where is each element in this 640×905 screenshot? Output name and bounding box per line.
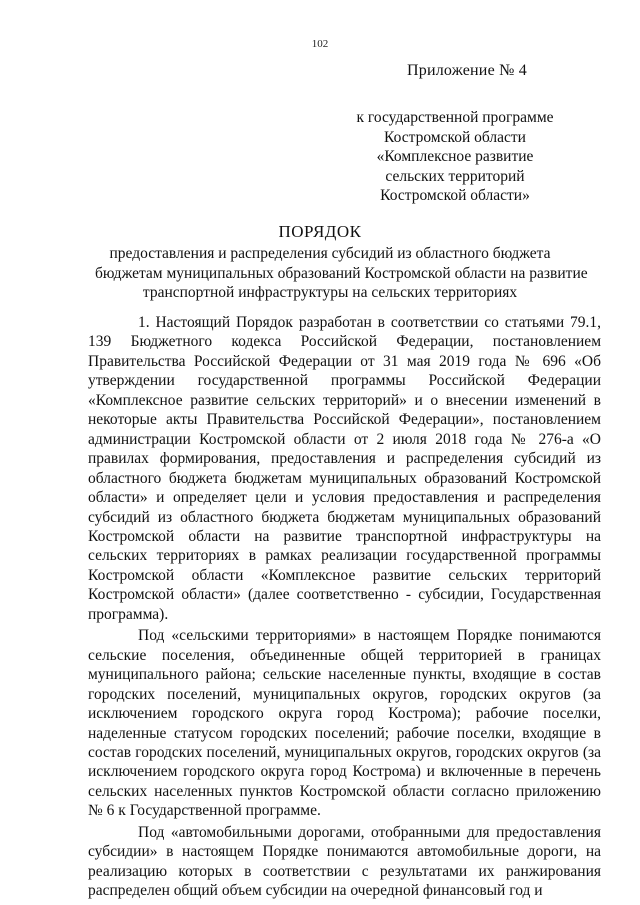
appendix-reference-line: Костромской области xyxy=(384,128,526,146)
appendix-reference-line: сельских территорий xyxy=(385,167,525,185)
appendix-reference-line: «Комплексное развитие xyxy=(376,148,534,165)
document-heading: ПОРЯДОК xyxy=(278,222,362,241)
document-subtitle-line: транспортной инфраструктуры на сельских территориях xyxy=(142,284,518,301)
appendix-reference xyxy=(340,108,570,206)
document-subtitle-line: бюджетам муниципальных образований Костромской области на развитие xyxy=(95,264,588,282)
paragraph-2: Под «сельскими территориями» в настоящем Порядке понимаются сельские поселения, объединенные общей территорией в границах муниципального района; сельские населенные пункты, входящие в состав городских поселений, муниципальных округов, городских округов (за исключением городского округа город Кострома); рабочие поселки, наделенные статусом городских поселений; рабочие поселки, входящие в состав городских поселений, муниципальных округов, городских округов (за исключением городского округа город Кострома) и включенные в перечень сельских населенных пунктов Костромской области согласно приложению № 6 к Государственной программе. xyxy=(88,627,601,820)
body-text xyxy=(88,313,601,901)
appendix-reference-line: к государственной программе xyxy=(356,109,554,126)
paragraph-1: 1. Настоящий Порядок разработан в соответствии со статьями 79.1, 139 Бюджетного кодекса Российской Федерации, постановлением Правительства Российской Федерации от 31 мая 2019 года № 696 «Об утверждении государственной программы Российской Федерации «Комплексное развитие сельских территорий» и о внесении изменений в некоторые акты Правительства Российской Федерации», постановлением администрации Костромской области от 2 июля 2018 года № 276-а «О правилах формирования, предоставления и распределения субсидий из областного бюджета бюджетам муниципальных образований Костромской области» и определяет цели и условия предоставления и распределения субсидий из областного бюджета бюджетам муниципальных образований Костромской области на развитие транспортной инфраструктуры на сельских территориях в рамках реализации государственной программы Костромской области «Комплексное развитие сельских территорий Костромской области» (далее соответственно - субсидии, Государственная программа). xyxy=(88,314,601,623)
paragraph-3: Под «автомобильными дорогами, отобранными для предоставления субсидии» в настоящем Порядке понимаются автомобильные дороги, на реализацию которых в соответствии с результатами их ранжирования распределен общий объем субсидии на очередной финансовый год и xyxy=(88,823,601,900)
document-subtitle-line: предоставления и распределения субсидий из областного бюджета xyxy=(109,245,551,262)
document-subtitle xyxy=(95,244,588,303)
appendix-title: Приложение № 4 xyxy=(407,62,527,79)
appendix-reference-line: Костромской области» xyxy=(380,187,530,204)
page-number: 102 xyxy=(311,38,329,50)
